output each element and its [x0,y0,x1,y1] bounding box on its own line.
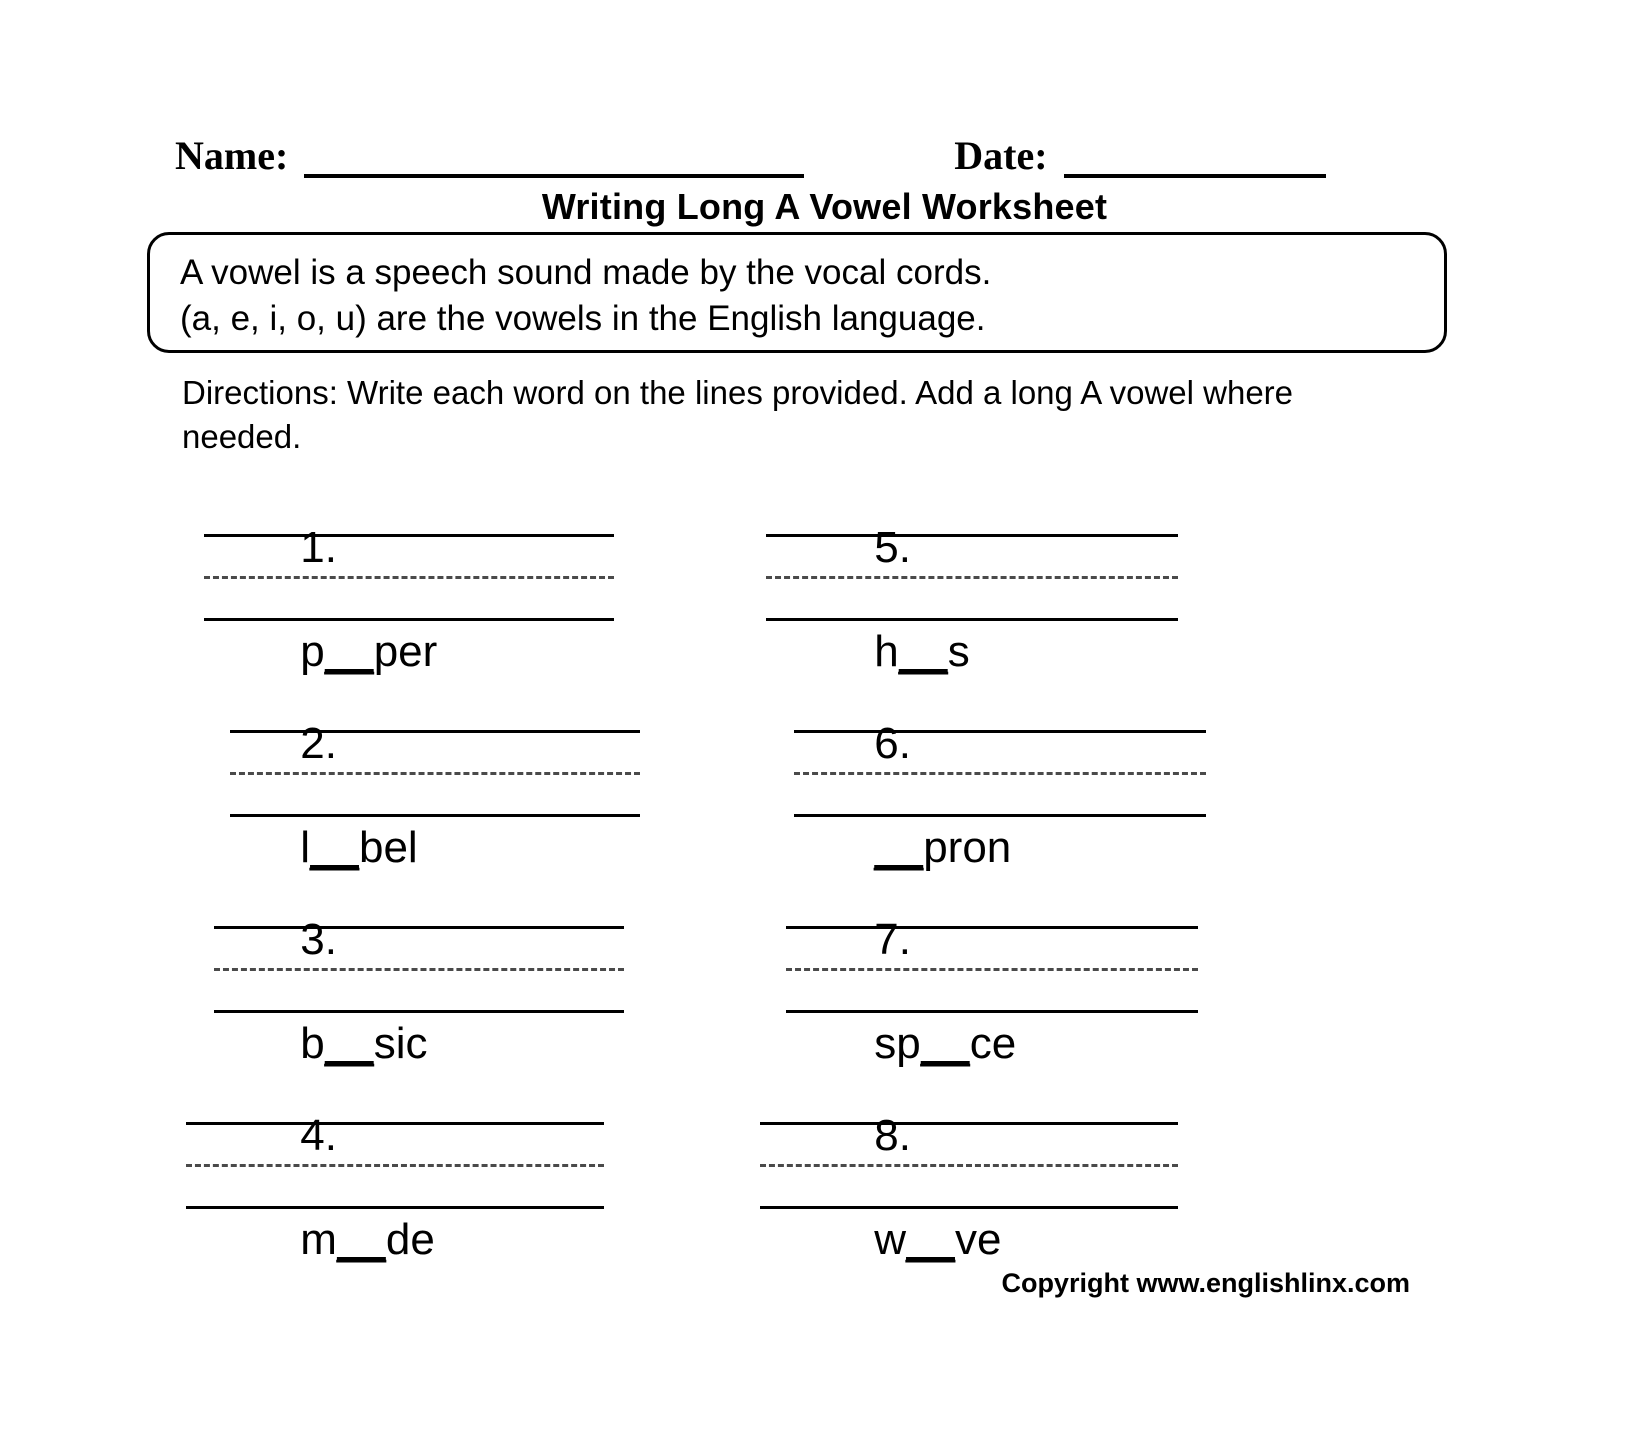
date-label: Date: [954,133,1048,178]
exercise-item-5 [752,470,1312,676]
exercise-row [0,666,1649,872]
writing-lines[interactable] [204,534,614,621]
exercise-item-6 [752,666,1312,872]
exercise-item-3 [178,862,738,1068]
exercise-item-4 [178,1058,738,1264]
exercise-word-blank: __ [898,627,948,676]
exercise-row [0,862,1649,1068]
exercise-item-8 [752,1058,1312,1264]
exercise-number: 2. [300,719,337,768]
exercise-number: 8. [874,1111,911,1160]
writing-line-bottom [760,1206,1178,1209]
exercise-word-prefix: sp [874,1019,921,1068]
line-gap [766,579,1178,618]
exercise-number: 6. [874,719,911,768]
writing-line-bottom [214,1010,624,1013]
writing-lines[interactable] [786,926,1198,1013]
definition-line-2: (a, e, i, o, u) are the vowels in the English language. [180,299,986,338]
line-gap [204,537,614,576]
definition-box [147,232,1447,353]
exercise-row [0,1058,1649,1264]
exercise-grid [0,470,1649,1264]
exercise-number: 7. [874,915,911,964]
exercise-word-prefix: b [300,1019,325,1068]
exercise-word-prefix: p [300,627,325,676]
definition-line-1: A vowel is a speech sound made by the vocal cords. [180,253,992,292]
exercise-prompt [752,862,1312,1068]
writing-lines[interactable] [794,730,1206,817]
line-gap [760,1167,1178,1206]
exercise-prompt [752,470,1312,676]
writing-line-bottom [794,814,1206,817]
line-gap [186,1167,604,1206]
exercise-word-blank: __ [324,627,374,676]
exercise-word-suffix: ce [969,1019,1017,1068]
exercise-word-suffix: sic [373,1019,428,1068]
directions-text: Directions: Write each word on the lines provided. Add a long A vowel where needed. [182,374,1294,455]
writing-lines[interactable] [230,730,640,817]
exercise-word-suffix: pron [923,823,1012,872]
exercise-word-blank: __ [310,823,359,872]
exercise-word-suffix: de [385,1215,435,1264]
exercise-prompt [752,1058,1312,1264]
line-gap [214,929,624,968]
exercise-word-suffix: per [373,627,438,676]
copyright-footer: Copyright www.englishlinx.com [1001,1268,1410,1298]
writing-line-bottom [186,1206,604,1209]
writing-lines[interactable] [766,534,1178,621]
line-gap [786,929,1198,968]
line-gap [794,733,1206,772]
exercise-number: 4. [300,1111,337,1160]
line-gap [186,1125,604,1164]
name-input-line[interactable] [304,136,804,178]
exercise-number: 5. [874,523,911,572]
exercise-number: 3. [300,915,337,964]
exercise-word-prefix: m [300,1215,337,1264]
line-gap [766,537,1178,576]
exercise-prompt [178,470,738,676]
line-gap [230,775,640,814]
page-title: Writing Long A Vowel Worksheet [541,186,1108,227]
line-gap [786,971,1198,1010]
exercise-word-blank: __ [336,1215,386,1264]
date-input-line[interactable] [1064,136,1326,178]
exercise-word-prefix: w [874,1215,907,1264]
exercise-prompt [178,862,738,1068]
writing-lines[interactable] [214,926,624,1013]
writing-line-bottom [204,618,614,621]
exercise-word-blank: __ [920,1019,970,1068]
line-gap [214,971,624,1010]
exercise-word-blank: __ [324,1019,374,1068]
name-date-row [175,118,1475,178]
line-gap [230,733,640,772]
exercise-row [0,470,1649,676]
exercise-word-suffix: ve [954,1215,1002,1264]
exercise-item-1 [178,470,738,676]
writing-line-bottom [786,1010,1198,1013]
exercise-item-2 [178,666,738,872]
exercise-word-suffix: bel [358,823,418,872]
exercise-word-suffix: s [947,627,970,676]
name-label: Name: [175,133,289,178]
exercise-prompt [752,666,1312,872]
line-gap [760,1125,1178,1164]
writing-line-bottom [230,814,640,817]
exercise-word-blank: __ [906,1215,955,1264]
exercise-prompt [178,1058,738,1264]
exercise-word-blank: __ [874,823,924,872]
line-gap [204,579,614,618]
writing-line-bottom [766,618,1178,621]
exercise-prompt [178,666,738,872]
exercise-item-7 [752,862,1312,1068]
exercise-word-prefix: l [300,823,311,872]
exercise-word-prefix: h [874,627,899,676]
writing-lines[interactable] [760,1122,1178,1209]
writing-lines[interactable] [186,1122,604,1209]
line-gap [794,775,1206,814]
exercise-number: 1. [300,523,337,572]
